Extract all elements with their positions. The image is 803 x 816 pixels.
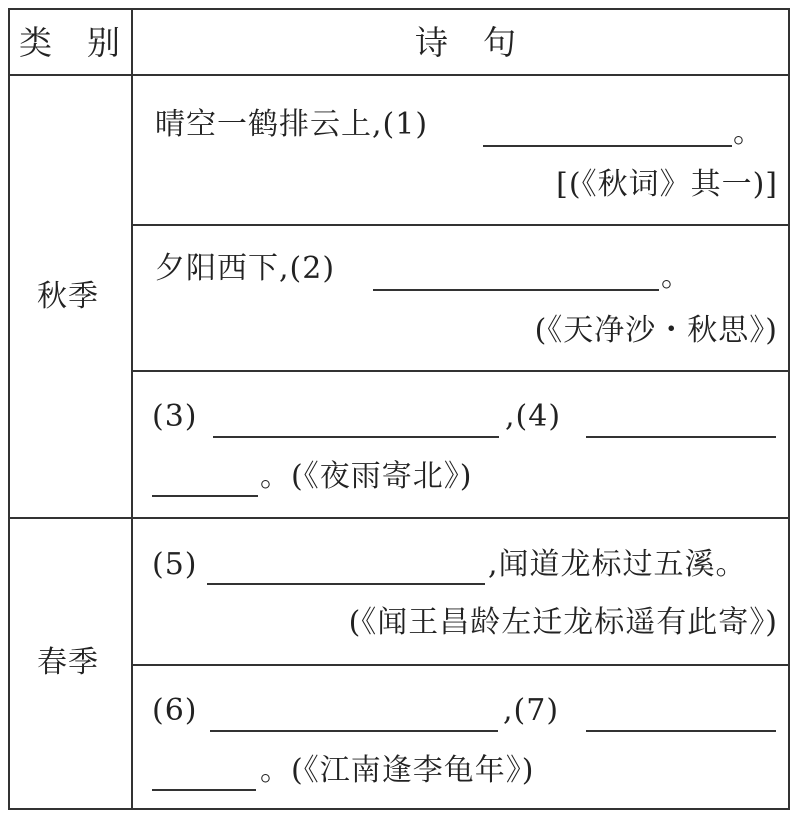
verse-5-rest: ,闻道龙标过五溪。 xyxy=(488,547,747,582)
column-divider xyxy=(131,8,133,810)
answer-blank-7-continued xyxy=(152,789,256,791)
answer-blank-5 xyxy=(207,583,485,585)
verse-3-middle: ,(4) xyxy=(505,399,562,434)
group-divider xyxy=(8,517,790,519)
verse-6-end: 。(《江南逢李龟年》) xyxy=(260,753,535,788)
header-verse: 诗 句 xyxy=(415,23,517,62)
answer-blank-4-continued xyxy=(152,495,258,497)
verse-2-prefix: 夕阳西下,(2) xyxy=(155,251,336,286)
verse-3-end: 。(《夜雨寄北》) xyxy=(260,459,473,494)
verse-3-prefix: (3) xyxy=(152,399,198,434)
verse-6-prefix: (6) xyxy=(152,693,198,728)
verse-1-source: [(《秋词》其一)] xyxy=(556,167,778,202)
season-autumn: 秋季 xyxy=(37,279,99,314)
answer-blank-6 xyxy=(210,730,498,732)
answer-blank-4 xyxy=(586,436,776,438)
header-divider xyxy=(8,74,790,76)
verse-2-source: (《天净沙・秋思》) xyxy=(534,313,778,348)
header-category: 类 别 xyxy=(19,23,121,62)
verse-5-prefix: (5) xyxy=(152,547,198,582)
verse-1-end: 。 xyxy=(733,115,764,150)
verse-1-prefix: 晴空一鹤排云上,(1) xyxy=(155,107,429,142)
row-divider xyxy=(133,664,790,666)
answer-blank-1 xyxy=(483,145,732,147)
answer-blank-2 xyxy=(373,289,659,291)
answer-blank-7 xyxy=(586,730,776,732)
verse-6-middle: ,(7) xyxy=(503,693,560,728)
verse-5-source: (《闻王昌龄左迁龙标遥有此寄》) xyxy=(348,605,778,640)
row-divider xyxy=(133,224,790,226)
row-divider xyxy=(133,370,790,372)
season-spring: 春季 xyxy=(37,645,99,680)
verse-2-end: 。 xyxy=(661,259,692,294)
answer-blank-3 xyxy=(213,436,499,438)
